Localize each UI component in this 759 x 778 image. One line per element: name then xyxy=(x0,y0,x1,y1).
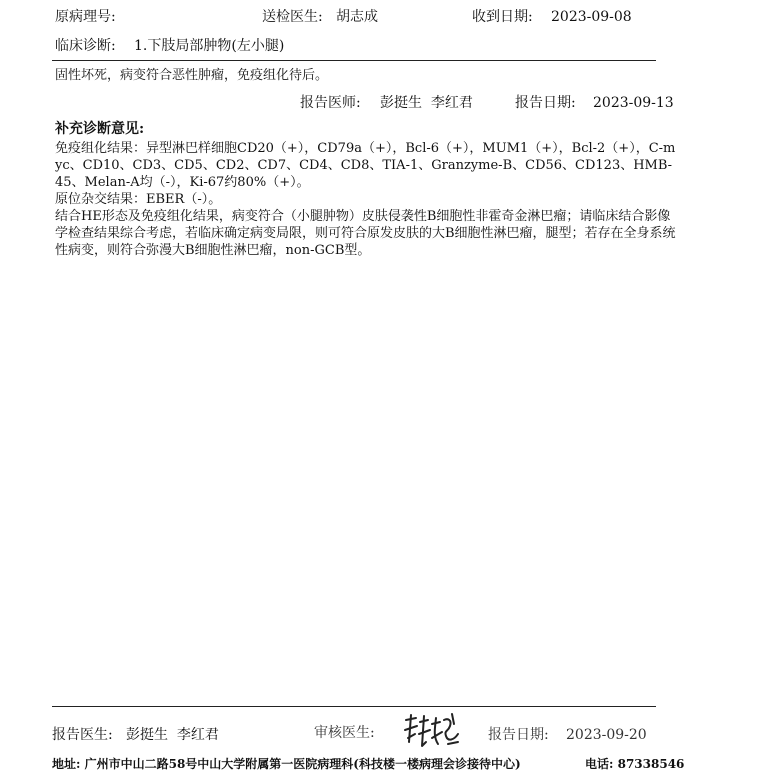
footer-phone: 电话: 87338546 xyxy=(585,757,685,771)
received-date-label: 收到日期: xyxy=(472,9,533,25)
footer-reviewer-label: 审核医生: xyxy=(314,725,375,741)
supplement-title: 补充诊断意见: xyxy=(55,121,145,137)
header-divider xyxy=(52,60,656,61)
footer-reporter-names: 彭挺生 李红君 xyxy=(126,727,219,743)
footer-report-date-label: 报告日期: xyxy=(488,727,549,743)
clinical-diagnosis-label: 临床诊断: xyxy=(55,38,116,54)
orig-pathology-label: 原病理号: xyxy=(55,9,116,25)
received-date-value: 2023-09-08 xyxy=(551,9,632,25)
initial-reporter-names: 彭挺生 李红君 xyxy=(380,95,473,111)
initial-reporter-label: 报告医师: xyxy=(300,95,361,111)
footer-divider xyxy=(52,706,656,707)
reviewer-signature xyxy=(402,712,462,752)
submitting-doctor-name: 胡志成 xyxy=(336,9,378,25)
footer-report-date-value: 2023-09-20 xyxy=(566,727,647,743)
footer-address-line xyxy=(52,756,685,772)
ish-results: 原位杂交结果：EBER（-）。 xyxy=(55,192,222,207)
footer-address: 地址: 广州市中山二路58号中山大学附属第一医院病理科(科技楼一楼病理会诊接待中心) xyxy=(52,757,521,771)
supplement-content xyxy=(55,140,680,259)
ihc-results: 免疫组化结果：异型淋巴样细胞CD20（+），CD79a（+），Bcl-6（+），MUM1（+），Bcl-2（+），C-myc、CD10、CD3、CD5、CD2、CD7、CD4、CD8、TIA-1、Granzyme-B、CD56、CD123、HMB-45、Melan-A均（-），Ki-67约80%（+）。 xyxy=(55,141,676,190)
initial-diagnosis-text: 固性坏死，病变符合恶性肿瘤，免疫组化待后。 xyxy=(55,68,329,83)
footer-reporter-label: 报告医生: xyxy=(52,727,113,743)
clinical-diagnosis-value: 1.下肢局部肿物(左小腿) xyxy=(134,38,285,54)
signature-icon xyxy=(402,712,462,752)
initial-report-date-label: 报告日期: xyxy=(515,95,576,111)
submitting-doctor-label: 送检医生: xyxy=(262,9,323,25)
initial-report-date-value: 2023-09-13 xyxy=(593,95,674,111)
diagnosis-conclusion: 结合HE形态及免疫组化结果，病变符合（小腿肿物）皮肤侵袭性B细胞性非霍奇金淋巴瘤；请临床结合影像学检查结果综合考虑，若临床确定病变局限，则可符合原发皮肤的大B细胞性淋巴瘤，腿型；若存在全身系统性病变，则符合弥漫大B细胞性淋巴瘤，non-GCB型。 xyxy=(55,209,676,258)
